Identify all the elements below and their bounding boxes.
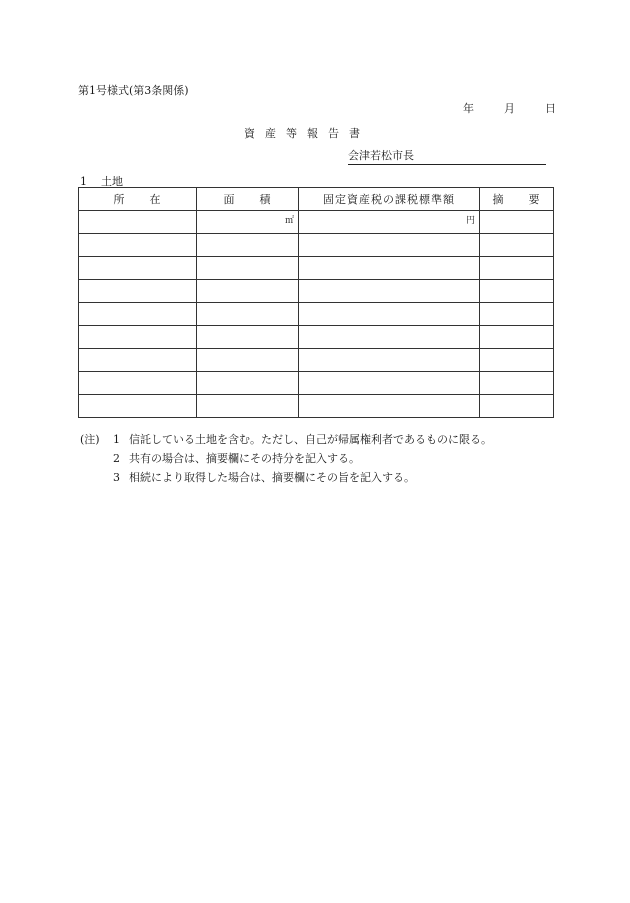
cell-area[interactable] xyxy=(197,211,299,234)
land-table xyxy=(78,187,554,418)
note-text: 共有の場合は、摘要欄にその持分を記入する。 xyxy=(129,452,360,465)
title-char: 資 xyxy=(244,127,255,140)
cell-remarks[interactable] xyxy=(480,257,554,280)
header-remarks: 摘 要 xyxy=(480,188,554,211)
cell-tax-base[interactable] xyxy=(299,326,480,349)
title-char: 等 xyxy=(286,127,297,140)
cell-remarks[interactable] xyxy=(480,326,554,349)
section-number: 1 xyxy=(80,175,87,188)
cell-location[interactable] xyxy=(79,372,197,395)
cell-remarks[interactable] xyxy=(480,211,554,234)
document-title xyxy=(244,125,370,141)
cell-location[interactable] xyxy=(79,326,197,349)
title-char: 告 xyxy=(328,127,339,140)
cell-area[interactable] xyxy=(197,395,299,418)
cell-area[interactable] xyxy=(197,372,299,395)
cell-remarks[interactable] xyxy=(480,234,554,257)
note-item xyxy=(80,449,492,468)
cell-location[interactable] xyxy=(79,395,197,418)
cell-area[interactable] xyxy=(197,326,299,349)
note-item xyxy=(80,430,492,449)
cell-area[interactable] xyxy=(197,349,299,372)
table-row xyxy=(79,372,554,395)
recipient-line xyxy=(348,147,546,165)
cell-remarks[interactable] xyxy=(480,395,554,418)
header-tax-base: 固定資産税の課税標準額 xyxy=(299,188,480,211)
date-line xyxy=(463,100,556,116)
title-char: 報 xyxy=(307,127,318,140)
table-row xyxy=(79,257,554,280)
cell-area[interactable] xyxy=(197,234,299,257)
cell-location[interactable] xyxy=(79,257,197,280)
cell-tax-base[interactable] xyxy=(299,280,480,303)
title-char: 書 xyxy=(349,127,360,140)
header-location: 所 在 xyxy=(79,188,197,211)
cell-tax-base[interactable] xyxy=(299,257,480,280)
cell-remarks[interactable] xyxy=(480,349,554,372)
header-area: 面 積 xyxy=(197,188,299,211)
cell-area[interactable] xyxy=(197,280,299,303)
section-title: 土地 xyxy=(101,175,123,188)
table-row xyxy=(79,349,554,372)
note-text: 信託している土地を含む。ただし、自己が帰属権利者であるものに限る。 xyxy=(129,433,492,446)
cell-tax-base[interactable] xyxy=(299,211,480,234)
cell-tax-base[interactable] xyxy=(299,234,480,257)
cell-remarks[interactable] xyxy=(480,303,554,326)
table-header-row xyxy=(79,188,554,211)
cell-tax-base[interactable] xyxy=(299,395,480,418)
cell-remarks[interactable] xyxy=(480,372,554,395)
note-number: 2 xyxy=(113,452,120,465)
area-unit: ㎡ xyxy=(284,216,294,226)
tax-unit: 円 xyxy=(465,216,475,226)
cell-location[interactable] xyxy=(79,349,197,372)
cell-location[interactable] xyxy=(79,303,197,326)
table-row xyxy=(79,234,554,257)
recipient-name: 会津若松市長 xyxy=(348,149,414,162)
table-row xyxy=(79,303,554,326)
note-item xyxy=(80,468,492,487)
cell-tax-base[interactable] xyxy=(299,349,480,372)
cell-area[interactable] xyxy=(197,303,299,326)
table-row xyxy=(79,211,554,234)
form-number: 第1号様式(第3条関係) xyxy=(78,84,189,97)
cell-location[interactable] xyxy=(79,280,197,303)
table-row xyxy=(79,395,554,418)
date-day-label: 日 xyxy=(545,102,556,115)
note-text: 相続により取得した場合は、摘要欄にその旨を記入する。 xyxy=(129,471,415,484)
date-month-label: 月 xyxy=(504,102,515,115)
note-number: 1 xyxy=(113,433,120,446)
cell-remarks[interactable] xyxy=(480,280,554,303)
cell-tax-base[interactable] xyxy=(299,372,480,395)
cell-location[interactable] xyxy=(79,234,197,257)
note-number: 3 xyxy=(113,471,120,484)
cell-tax-base[interactable] xyxy=(299,303,480,326)
table-row xyxy=(79,326,554,349)
cell-location[interactable] xyxy=(79,211,197,234)
table-row xyxy=(79,280,554,303)
title-char: 産 xyxy=(265,127,276,140)
notes-prefix: (注) xyxy=(80,433,100,446)
date-year-label: 年 xyxy=(463,102,474,115)
cell-area[interactable] xyxy=(197,257,299,280)
notes xyxy=(80,430,492,487)
